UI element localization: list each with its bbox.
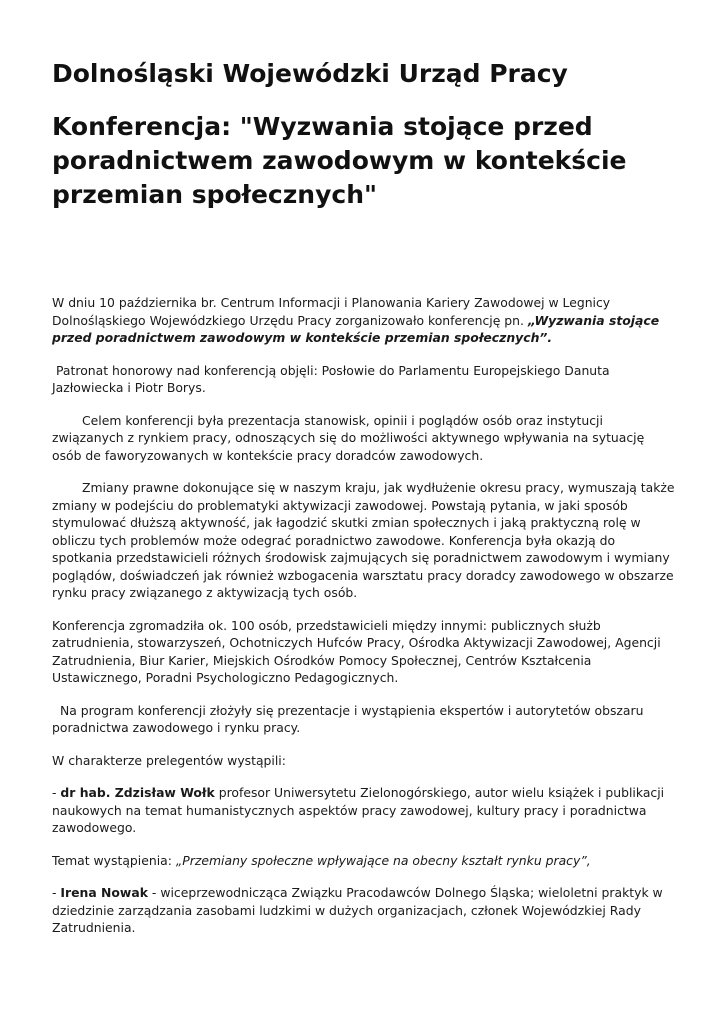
speaker-name: dr hab. Zdzisław Wołk xyxy=(60,785,215,800)
paragraph-goal: Celem konferencji była prezentacja stanowisk, opinii i poglądów osób oraz instytucji związanych z rynkiem pracy, odnoszących się do możliwości aktywnego wpływania na sytuację osób de faworyzowanych w kontekście pracy doradców zawodowych. xyxy=(52,412,645,463)
intro-text: W dniu 10 października br. Centrum Informacji i Planowania Kariery Zawodowej w Legnicy Dolnośląskiego Wojewódzkiego Urzędu Pracy zorganizowało konferencję pn. xyxy=(52,295,611,328)
paragraph-speakers-intro: W charakterze prelegentów wystąpili: xyxy=(52,752,286,768)
paragraph-intro xyxy=(52,294,677,347)
speaker-entry: - dr hab. Zdzisław Wołk profesor Uniwersytetu Zielonogórskiego, autor wielu książek i publikacji naukowych na temat humanistycznych aspektów pracy zawodowej, kultury pracy i poradnictwa zawodowego. xyxy=(52,785,665,835)
paragraph-program: Na program konferencji złożyły się prezentacje i wystąpienia ekspertów i autorytetów obszaru poradnictwa zawodowego i rynku pracy. xyxy=(52,702,644,735)
topic-title: „Przemiany społeczne wpływające na obecny kształt rynku pracy”, xyxy=(175,852,591,868)
speaker-entry: - Irena Nowak - wiceprzewodnicząca Związku Pracodawców Dolnego Śląska; wieloletni praktyk w dziedzinie zarządzania zasobami ludzkimi w dużych organizacjach, członek Wojewódzkiej Rady Zatrudnienia. xyxy=(52,885,663,935)
conference-name: „Wyzwania stojące przed poradnictwem zawodowym w kontekście przemian społecznych”. xyxy=(52,312,660,345)
speaker-description: profesor Uniwersytetu Zielonogórskiego, autor wielu książek i publikacji naukowych na temat humanistycznych aspektów pracy zawodowej, kultury pracy i poradnictwa zawodowego. xyxy=(52,785,665,835)
page-title: Konferencja: "Wyzwania stojące przed poradnictwem zawodowym w kontekście przemian społecznych" xyxy=(52,112,627,209)
paragraph-changes: Zmiany prawne dokonujące się w naszym kraju, jak wydłużenie okresu pracy, wymuszają także zmiany w podejściu do problematyki aktywizacji zawodowej. Powstają pytania, w jaki sposób stymulować dłuższą aktywność, jak łagodzić skutki zmian społecznych i jaką praktyczną rolę w obliczu tych problemów może odegrać poradnictwo zawodowe. Konferencja była okazją do spotkania przedstawicieli różnych środowisk zajmujących się poradnictwem zawodowym i wymiany poglądów, doświadczeń jak również wzbogacenia warsztatu pracy doradcy zawodowego w obszarze rynku pracy związanego z aktywizacją tych osób. xyxy=(52,480,675,600)
paragraph-patronage: Patronat honorowy nad konferencją objęli: Posłowie do Parlamentu Europejskiego Danuta Jazłowiecka i Piotr Borys. xyxy=(52,362,610,395)
speaker-description: - wiceprzewodnicząca Związku Pracodawców Dolnego Śląska; wieloletni praktyk w dziedzinie zarządzania zasobami ludzkimi w dużych organizacjach, członek Wojewódzkiej Rady Zatrudnienia. xyxy=(52,885,663,935)
paragraph-attendance: Konferencja zgromadziła ok. 100 osób, przedstawicieli między innymi: publicznych służb zatrudnienia, stowarzyszeń, Ochotniczych Hufców Pracy, Ośrodka Aktywizacji Zawodowej, Agencji Zatrudnienia, Biur Karier, Miejskich Ośrodków Pomocy Społecznej, Centrów Kształcenia Ustawicznego, Poradni Psychologiczno Pedagogicznych. xyxy=(52,617,661,685)
speaker-topic xyxy=(52,852,677,870)
topic-label: Temat wystąpienia: xyxy=(52,852,176,868)
speaker-name: Irena Nowak xyxy=(60,885,148,900)
organization-heading: Dolnośląski Wojewódzki Urząd Pracy xyxy=(52,59,568,88)
article-body xyxy=(52,294,677,952)
